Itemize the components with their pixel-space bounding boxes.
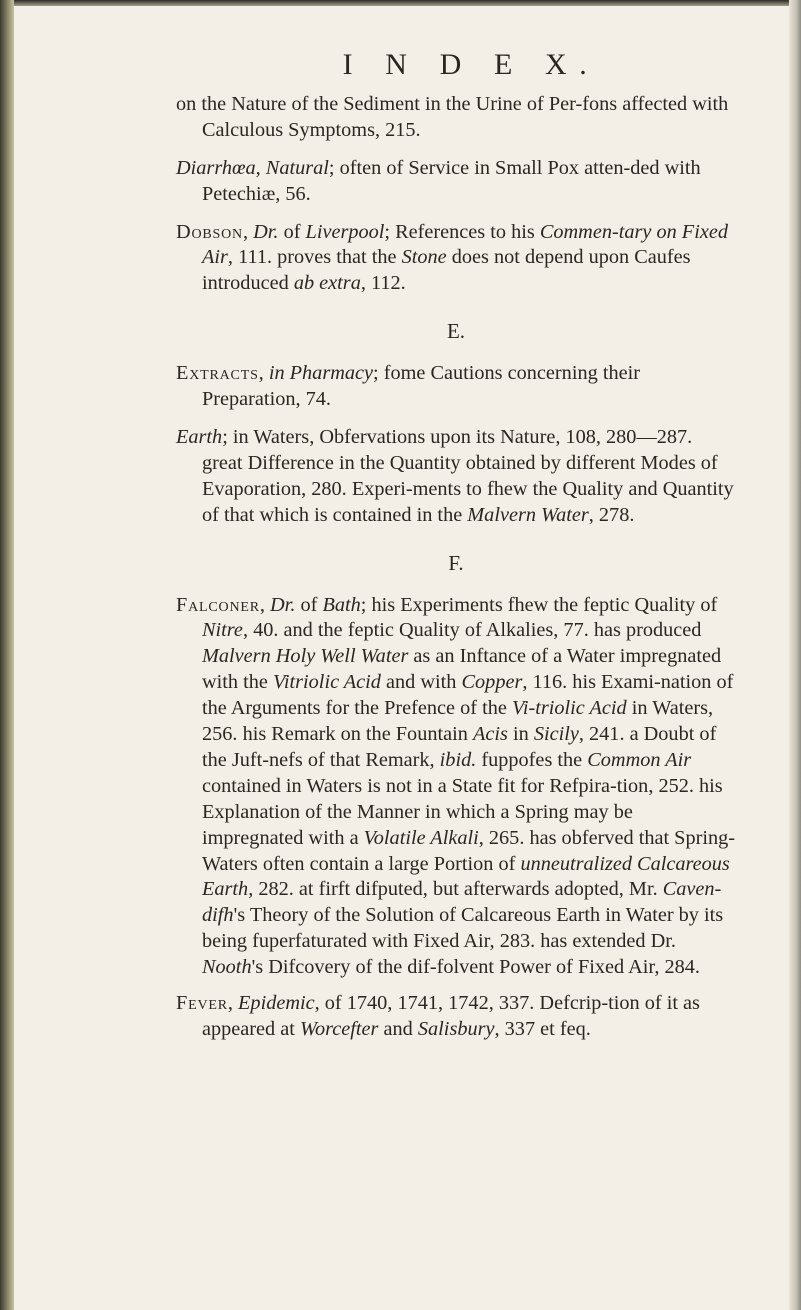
entries-e [176, 361, 736, 528]
italic-term: Sicily [533, 723, 579, 746]
italic-term: in Pharmacy [268, 362, 374, 385]
index-entry [176, 425, 736, 529]
index-entry [176, 991, 736, 1043]
entry-text: ; fome Cautions concerning their Preparation, 74. [202, 362, 640, 411]
italic-term: Volatile Alkali [363, 826, 479, 849]
page-top-shadow [0, 0, 801, 6]
italic-term: Copper [461, 671, 523, 694]
italic-term: ab extra [293, 272, 361, 295]
italic-term: Earth [176, 425, 223, 448]
entry-text: in [507, 723, 534, 746]
italic-term: Malvern Water [467, 503, 589, 526]
italic-term: Vitriolic Acid [272, 671, 381, 694]
entry-text: , [258, 362, 269, 385]
entry-text: 's Theory of the Solution of Calcareous Earth in Water by its being fuperfaturated with Fixed Air, 283. has extended Dr. [202, 904, 724, 953]
italic-term: Nitre [202, 619, 243, 642]
headword: Falconer [176, 593, 260, 616]
index-entry [176, 92, 736, 144]
italic-term: Bath [322, 593, 361, 616]
italic-term: Salisbury [417, 1018, 495, 1040]
entry-text: , 241. a Doubt of the Juft-nefs of that Remark, [202, 723, 717, 771]
entry-text: , 265. has obferved that Spring-Waters often contain a large Portion of [202, 826, 736, 875]
headword: Fever [176, 992, 228, 1015]
italic-term: Epidemic [238, 992, 315, 1015]
page-right-edge [789, 0, 801, 1310]
entry-text: , [242, 220, 254, 243]
italic-term: Worcefter [299, 1018, 379, 1040]
italic-term: Nooth [202, 956, 252, 979]
index-entry [176, 220, 736, 298]
italic-term: Liverpool [305, 220, 385, 243]
entry-text: , 337 et feq. [494, 1018, 591, 1040]
entry-text: as an Inftance of a Water impregnated with the [202, 645, 722, 694]
index-entry [176, 156, 736, 208]
entry-text: on the Nature of the Sediment in the Urine of Per-fons affected with Calculous Symptoms, 215. [176, 92, 729, 141]
entries-d [176, 92, 736, 297]
italic-term: Acis [472, 723, 508, 746]
entry-text: , 282. at firft difputed, but afterwards adopted, Mr. [248, 878, 663, 901]
entry-text: of [278, 220, 306, 243]
entry-text: and [378, 1018, 418, 1040]
page-header: I N D E X. [342, 48, 600, 81]
entry-text: ; often of Service in Small Pox atten-ded with Petechiæ, 56. [202, 156, 701, 205]
entry-text: , 116. his Exami-nation of the Arguments for the Prefence of the [202, 671, 734, 720]
entry-text: fuppofes the [476, 748, 588, 771]
entries-f [176, 593, 736, 1043]
headword: Extracts [176, 362, 259, 385]
entry-text: ; his Experiments fhew the feptic Quality of [360, 593, 718, 616]
entry-text: of [295, 593, 323, 616]
section-letter-f: F. [448, 550, 464, 575]
entry-text: , of 1740, 1741, 1742, 337. Defcrip-tion of it as appeared at [202, 992, 700, 1040]
italic-term: Malvern Holy Well Water [202, 645, 409, 668]
italic-term: Common Air [587, 748, 692, 771]
italic-term: Dr. [253, 220, 279, 243]
headword: Dobson [176, 220, 243, 243]
entry-text: , [227, 992, 239, 1015]
entry-text: , 40. and the feptic Quality of Alkalies, 77. has produced [242, 619, 702, 642]
italic-term: Commen-tary on Fixed Air [202, 220, 728, 269]
page-binding-edge [0, 0, 14, 1310]
entry-text: contained in Waters is not in a State fit for Refpira-tion, 252. his Explanation of the Manner in which a Spring may be impregnated with a [202, 774, 723, 849]
entry-text: ; References to his [384, 220, 540, 243]
index-entry [176, 361, 736, 413]
index-entry [176, 593, 736, 982]
italic-term: ibid. [439, 748, 477, 771]
section-letter-e: E. [446, 319, 466, 344]
index-page [176, 48, 736, 1055]
entry-text: 's Difcovery of the dif-folvent Power of Fixed Air, 284. [251, 956, 700, 979]
italic-term: Diarrhœa, Natural [176, 156, 329, 179]
italic-term: unneutralized Calcareous Earth [202, 852, 730, 901]
entry-text: does not depend upon Caufes introduced [202, 246, 691, 295]
entry-text: , [259, 593, 271, 616]
entry-text: , 112. [360, 272, 406, 295]
entry-text: , 111. proves that the [227, 246, 402, 269]
entry-text: and with [380, 671, 462, 694]
italic-term: Stone [401, 246, 447, 269]
entry-text: in Waters, 256. his Remark on the Fountain [202, 697, 714, 746]
entry-text: ; in Waters, Obfervations upon its Nature, 108, 280—287. great Difference in the Quantity obtained by different Modes of Evaporation, 280. Experi-ments to fhew the Quality and Quantity of that which is contained in the [202, 425, 734, 526]
entry-text: , 278. [588, 503, 635, 526]
italic-term: Caven-difh [202, 878, 722, 927]
italic-term: Dr. [270, 593, 296, 616]
italic-term: Vi-triolic Acid [511, 697, 627, 720]
